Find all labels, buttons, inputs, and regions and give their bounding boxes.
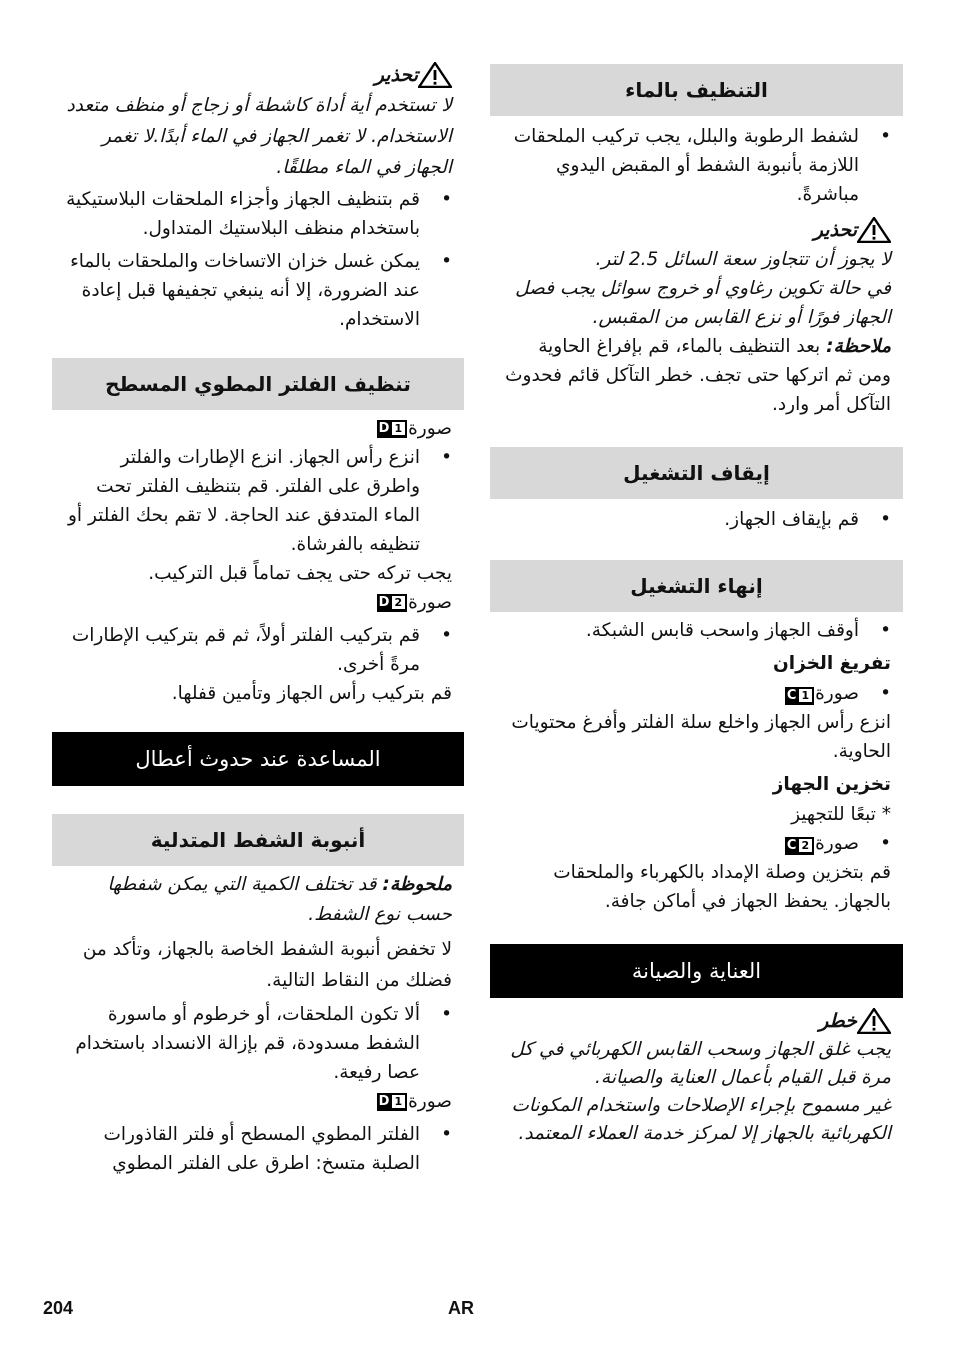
danger-text: غير مسموح بإجراء الإصلاحات واستخدام المكونات الكهربائية بالجهاز إلا لمركز خدمة العملاء المعتمد. xyxy=(511,1095,891,1144)
danger-label: خطر xyxy=(819,1010,857,1032)
section-header-suction-drop: أنبوبة الشفط المتدلية xyxy=(52,814,464,866)
bullet-item: • قم بتركيب الفلتر أولاً، ثم قم بتركيب الإطارات مرةً أخرى. xyxy=(71,625,452,675)
figure-badge: D 1 xyxy=(377,420,407,438)
warning-triangle-icon xyxy=(857,217,891,243)
bullet-text: قم بتنظيف الجهاز وأجزاء الملحقات البلاستيكية باستخدام منظف البلاستيك المتداول. xyxy=(66,189,420,239)
bullet-item: • يمكن غسل خزان الاتساخات والملحقات بالماء عند الضرورة، إلا أنه ينبغي تجفيفها قبل إعادة الاستخدام. xyxy=(70,251,452,330)
warning-text: لا تستخدم أية أداة كاشطة أو زجاج أو منظف متعدد الاستخدام. لا تغمر الجهاز في الماء أبدًا.لا تغمر الجهاز في الماء مطلقًا. xyxy=(66,95,452,178)
warning-heading xyxy=(500,215,891,245)
page-number: 204 xyxy=(43,1298,74,1318)
bullet-text: يمكن غسل خزان الاتساخات والملحقات بالماء عند الضرورة، إلا أنه ينبغي تجفيفها قبل إعادة الاستخدام. xyxy=(70,251,420,330)
figure-ref xyxy=(62,588,452,617)
subheading-storage: تخزين الجهاز xyxy=(772,774,891,795)
danger-heading xyxy=(500,1006,891,1036)
bullet-item: • قم بإيقاف الجهاز. xyxy=(724,509,891,530)
section-header-switch-off: إيقاف التشغيل xyxy=(490,447,903,499)
note-paragraph xyxy=(500,332,891,419)
section-header-care-maintenance: العناية والصيانة xyxy=(490,944,903,998)
paragraph: لا تخفض أنبوبة الشفط الخاصة بالجهاز، وتأكد من فضلك من النقاط التالية. xyxy=(82,939,452,991)
paragraph: قم بتركيب رأس الجهاز وتأمين قفلها. xyxy=(171,683,452,704)
note-label: ملحوظة: xyxy=(382,874,452,895)
bullet-text: انزع رأس الجهاز. انزع الإطارات والفلتر واطرق على الفلتر. قم بتنظيف الفلتر تحت الماء المتدفق عند الحاجة. لا تقم بحك الفلتر أو تنظيفه بالفرشاة. xyxy=(68,447,420,555)
subheading-empty-tank: تفريغ الخزان xyxy=(772,653,891,674)
figure-badge: C 2 xyxy=(785,837,814,855)
note-text: بعد التنظيف بالماء، قم بإفراغ الحاوية ومن ثم اتركها حتى تجف. خطر التآكل قائم فحدوث التآكل أمر وارد. xyxy=(505,336,891,415)
figure-ref xyxy=(62,414,452,443)
bullet-item: • قم بتنظيف الجهاز وأجزاء الملحقات البلاستيكية باستخدام منظف البلاستيك المتداول. xyxy=(66,189,452,239)
bullet-text: قم بتركيب الفلتر أولاً، ثم قم بتركيب الإطارات مرةً أخرى. xyxy=(71,625,420,675)
left-column xyxy=(52,60,464,1178)
language-code: AR xyxy=(448,1298,474,1318)
figure-word: صورة xyxy=(815,833,859,854)
figure-badge: C 1 xyxy=(785,687,814,705)
bullet-text: الفلتر المطوي المسطح أو فلتر القاذورات الصلبة متسخ: اطرق على الفلتر المطوي xyxy=(103,1124,420,1174)
danger-text: يجب غلق الجهاز وسحب القابس الكهربائي في كل مرة قبل القيام بأعمال العناية والصيانة. xyxy=(510,1039,891,1088)
bullet-text: أوقف الجهاز واسحب قابس الشبكة. xyxy=(585,620,859,641)
warning-label: تحذير xyxy=(813,219,857,241)
bullet-item: • ألا تكون الملحقات، أو خرطوم أو ماسورة الشفط مسدودة، قم بإزالة الانسداد باستخدام عصا رفيعة. xyxy=(75,1004,452,1083)
bullet-item: • الفلتر المطوي المسطح أو فلتر القاذورات الصلبة متسخ: اطرق على الفلتر المطوي xyxy=(103,1124,452,1174)
paragraph: قم بتخزين وصلة الإمداد بالكهرباء والملحقات بالجهاز. يحفظ الجهاز في أماكن جافة. xyxy=(553,862,891,912)
figure-ref-bullet: • صورة C 2 xyxy=(786,833,891,854)
section-header-flat-filter-cleaning: تنظيف الفلتر المطوي المسطح xyxy=(52,358,464,410)
bullet-item: • لشفط الرطوبة والبلل، يجب تركيب الملحقات اللازمة بأنبوبة الشفط أو المقبض اليدوي مباشرةً. xyxy=(513,126,891,205)
figure-ref xyxy=(62,1087,452,1116)
right-column xyxy=(490,64,903,1148)
note-text: قد تختلف الكمية التي يمكن شفطها حسب نوع الشفط. xyxy=(107,874,452,925)
figure-ref-bullet: • صورة C 1 xyxy=(786,683,891,704)
bullet-text: لشفط الرطوبة والبلل، يجب تركيب الملحقات اللازمة بأنبوبة الشفط أو المقبض اليدوي مباشرةً. xyxy=(513,126,859,205)
figure-word: صورة xyxy=(408,592,452,613)
warning-heading xyxy=(62,60,452,90)
figure-badge: D 2 xyxy=(377,594,407,612)
warning-triangle-icon xyxy=(418,62,452,88)
paragraph: انزع رأس الجهاز واخلع سلة الفلتر وأفرغ محتويات الحاوية. xyxy=(511,712,891,762)
warning-label: تحذير xyxy=(374,64,418,86)
warning-triangle-icon xyxy=(857,1008,891,1034)
bullet-text: قم بإيقاف الجهاز. xyxy=(724,509,859,530)
warning-text: في حالة تكوين رغاوي أو خروج سوائل يجب فصل الجهاز فورًا أو نزع القابس من المقبس. xyxy=(515,278,891,328)
note-label: ملاحظة: xyxy=(826,336,891,357)
section-header-end-operation: إنهاء التشغيل xyxy=(490,560,903,612)
figure-word: صورة xyxy=(408,1091,452,1112)
bullet-text: ألا تكون الملحقات، أو خرطوم أو ماسورة الشفط مسدودة، قم بإزالة الانسداد باستخدام عصا رفيعة. xyxy=(75,1004,420,1083)
figure-word: صورة xyxy=(408,418,452,439)
bullet-item: • انزع رأس الجهاز. انزع الإطارات والفلتر واطرق على الفلتر. قم بتنظيف الفلتر تحت الماء المتدفق عند الحاجة. لا تقم بحك الفلتر أو تنظيفه بالفرشاة. xyxy=(68,447,452,555)
section-header-troubleshooting: المساعدة عند حدوث أعطال xyxy=(52,732,464,786)
bullet-item: • أوقف الجهاز واسحب قابس الشبكة. xyxy=(585,620,891,641)
section-header-water-cleaning: التنظيف بالماء xyxy=(490,64,903,116)
note-paragraph xyxy=(62,870,452,930)
figure-word: صورة xyxy=(815,683,859,704)
equipment-note: * تبعًا للتجهيز xyxy=(791,804,891,825)
paragraph: يجب تركه حتى يجف تماماً قبل التركيب. xyxy=(148,563,452,584)
figure-badge: D 1 xyxy=(377,1093,407,1111)
warning-text: لا يجوز أن تتجاوز سعة السائل 2.5 لتر. xyxy=(595,249,891,270)
